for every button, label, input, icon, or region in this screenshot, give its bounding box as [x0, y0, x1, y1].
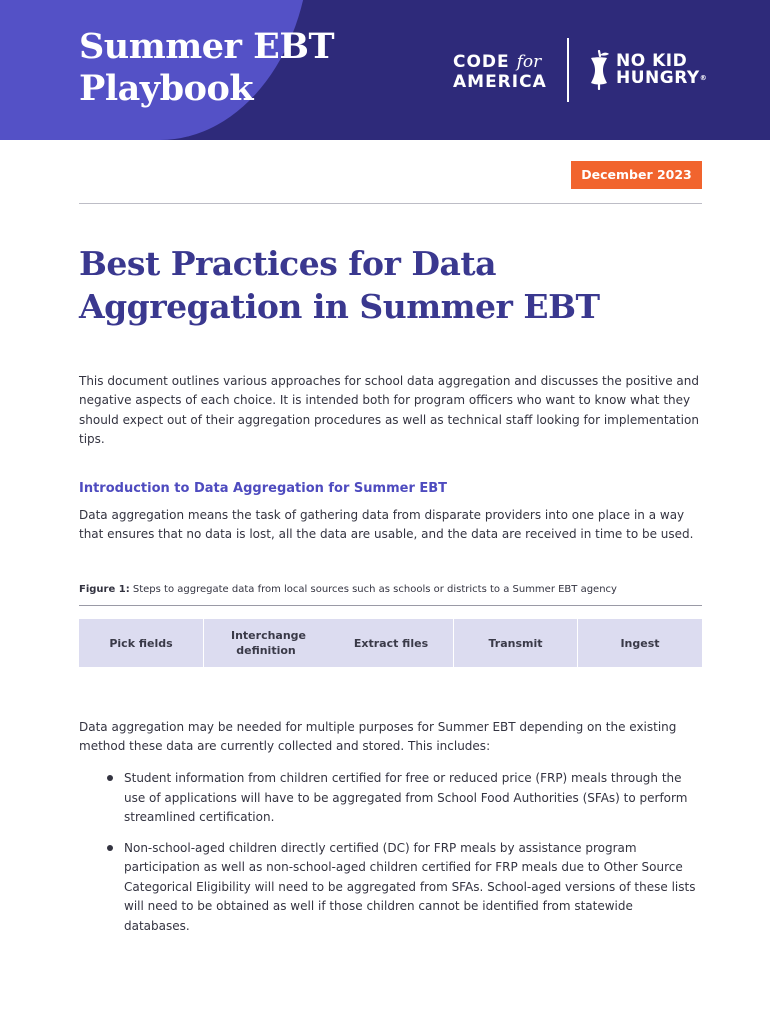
figure-caption-text: Steps to aggregate data from local sources such as schools or districts to a Summer EBT agency [132, 584, 617, 595]
page-title [79, 242, 702, 328]
apple-core-icon [586, 50, 612, 90]
list-item [79, 839, 702, 937]
flow-step-label: Transmit [488, 636, 543, 650]
flow-step-label: Extract files [353, 636, 429, 650]
registered-mark: ® [699, 74, 708, 82]
logo-cfa-america: AMERICA [453, 72, 547, 92]
page-title-line2: Aggregation in Summer EBT [79, 287, 600, 326]
flow-step-transmit [454, 619, 577, 667]
header-divider [79, 203, 702, 204]
definition-paragraph: Data aggregation means the task of gathering data from disparate providers into one place in a way that ensures that no data is lost, all the data are usable, and the data are received in time to be used. [79, 508, 694, 542]
intro-paragraph: This document outlines various approaches for school data aggregation and discusses the positive and negative aspects of each choice. It is intended both for program officers who want to know what they should expect out of their aggregation procedures as well as technical staff looking for implementation tips. [79, 374, 699, 446]
flow-step-ingest [578, 619, 702, 667]
logo-divider [567, 38, 569, 102]
no-kid-hungry-logo [586, 50, 707, 90]
flow-step-interchange-label-wrap [204, 619, 328, 667]
bullet-dot [107, 845, 113, 851]
flow-step-label: Interchange definition [231, 629, 307, 657]
flow-step-extract-files [329, 619, 453, 667]
date-badge: December 2023 [571, 161, 702, 189]
flow-step-pick-fields [79, 619, 203, 667]
playbook-title-line2: Playbook [79, 68, 254, 109]
code-for-america-logo [453, 52, 547, 92]
logo-nkh-line2: HUNGRY [616, 68, 700, 88]
header-banner [0, 0, 770, 140]
list-item-text: Student information from children certified for free or reduced price (FRP) meals through the use of applications will have to be aggregated from School Food Authorities (SFAs) to perform streamlined certification. [124, 771, 688, 824]
figure-label: Figure 1: [79, 584, 130, 595]
figure-divider [79, 605, 702, 606]
uses-list [79, 769, 702, 947]
list-item [79, 769, 702, 828]
playbook-title [79, 26, 334, 110]
flow-step-label: Pick fields [109, 636, 173, 650]
logo-nkh-line1: NO KID [616, 51, 688, 71]
logo-cfa-code: CODE [453, 52, 510, 72]
list-item-text: Non-school-aged children directly certified (DC) for FRP meals by assistance program participation as well as non-school-aged children certified for FRP meals due to Other Source Categorical Eligibility will need to be aggregated from SFAs. School-aged versions of these lists will need to be obtained as well if those children cannot be identified from statewide databases. [124, 840, 696, 933]
logo-cfa-for: for [516, 52, 542, 72]
playbook-title-line1: Summer EBT [79, 26, 334, 67]
bullet-dot [107, 775, 113, 781]
page-title-line1: Best Practices for Data [79, 244, 497, 283]
figure-caption [79, 582, 617, 598]
section-heading: Introduction to Data Aggregation for Summer EBT [79, 481, 448, 496]
uses-paragraph: Data aggregation may be needed for multiple purposes for Summer EBT depending on the existing method these data are currently collected and stored. This includes: [79, 720, 677, 754]
process-flow-diagram [79, 619, 702, 667]
flow-step-label: Ingest [620, 636, 660, 650]
